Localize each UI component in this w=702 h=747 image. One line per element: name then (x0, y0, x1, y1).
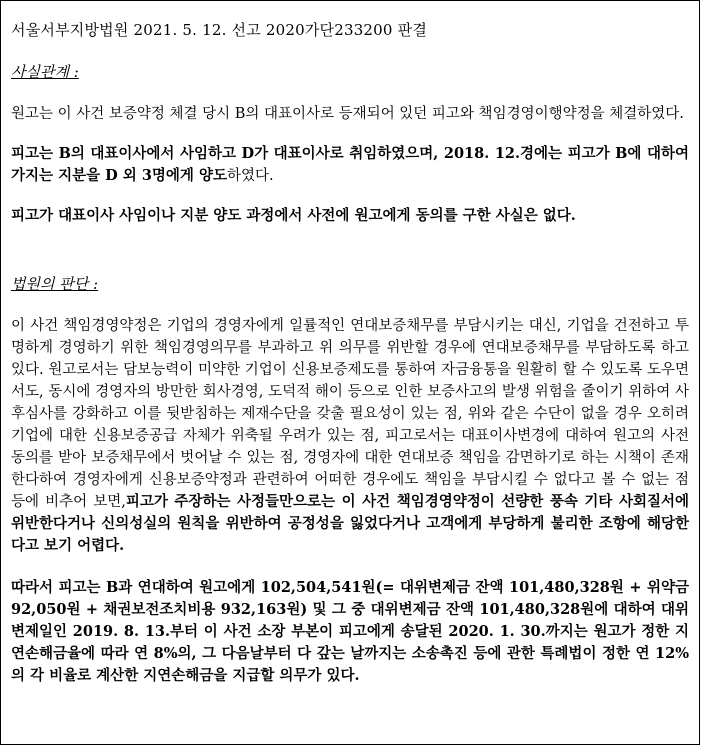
judgment-paragraph-1 (11, 315, 689, 557)
facts-paragraph-3: 피고가 대표이사 사임이나 지분 양도 과정에서 사전에 원고에게 동의를 구한 사실은 없다. (11, 207, 576, 224)
facts-paragraph-2-bold: 피고는 B의 대표이사에서 사임하고 D가 대표이사로 취임하였으며, 2018. 12.경에는 피고가 B에 대하여 가지는 지분을 D 외 3명에게 양도 (11, 145, 689, 184)
case-title: 서울서부지방법원 2021. 5. 12. 선고 2020가단233200 판결 (11, 21, 428, 39)
facts-heading: 사실관계 : (11, 63, 79, 81)
judgment-paragraph-1-bold: 피고가 주장하는 사정들만으로는 이 사건 책임경영약정이 선량한 풍속 기타 사회질서에 위반한다거나 신의성실의 원칙을 위반하여 공정성을 잃었다거나 고객에게 부당하게 불리한 조항에 해당한다고 보기 어렵다. (11, 493, 689, 554)
judgment-heading: 법원의 판단 : (11, 275, 99, 293)
facts-paragraph-2 (11, 143, 689, 187)
facts-paragraph-2-normal: 하였다. (227, 168, 274, 184)
judgment-paragraph-1-normal: 이 사건 책임경영약정은 기업의 경영자에게 일률적인 연대보증채무를 부담시키는 대신, 기업을 건전하고 투명하게 경영하기 위한 책임경영의무를 부과하고 위 의무를 위반할 경우에 연대보증채무를 부담하도록 하고 있다. 원고로서는 담보능력이 미약한 기업이 신용보증제도를 통하여 자금융통을 원활히 할 수 있도록 도우면서도, 동시에 경영자의 방만한 회사경영, 도덕적 해이 등으로 인한 보증사고의 발생 위험을 줄이기 위하여 사후심사를 강화하고 이를 뒷받침하는 제재수단을 갖출 필요성이 있는 점, 위와 같은 수단이 없을 경우 오히려 기업에 대한 신용보증공급 자체가 위축될 우려가 있는 점, 피고로서는 대표이사변경에 대하여 원고의 사전 동의를 받아 보증채무에서 벗어날 수 있는 점, 경영자에 대한 연대보증 책임을 감면하기로 하는 시책이 존재한다하여 경영자에게 신용보증약정과 관련하여 어떠한 경우에도 책임을 부담시킬 수 없다고 볼 수 없는 점 등에 비추어 보면, (11, 318, 689, 510)
facts-paragraph-1: 원고는 이 사건 보증약정 체결 당시 B의 대표이사로 등재되어 있던 피고와 책임경영이행약정을 체결하였다. (11, 106, 684, 122)
judgment-paragraph-2: 따라서 피고는 B과 연대하여 원고에게 102,504,541원(= 대위변제금 잔액 101,480,328원 + 위약금 92,050원 + 채권보전조치비용 932,163원) 및 그 중 대위변제금 잔액 101,480,328원에 대하여 대위변제일인 2019. 8. 13.부터 이 사건 소장 부본이 피고에게 송달된 2020. 1. 30.까지는 원고가 정한 지연손해금율에 따라 연 8%의, 그 다음날부터 다 갚는 날까지는 소송촉진 등에 관한 특례법이 정한 연 12%의 각 비율로 계산한 지연손해금을 지급할 의무가 있다. (11, 579, 689, 684)
